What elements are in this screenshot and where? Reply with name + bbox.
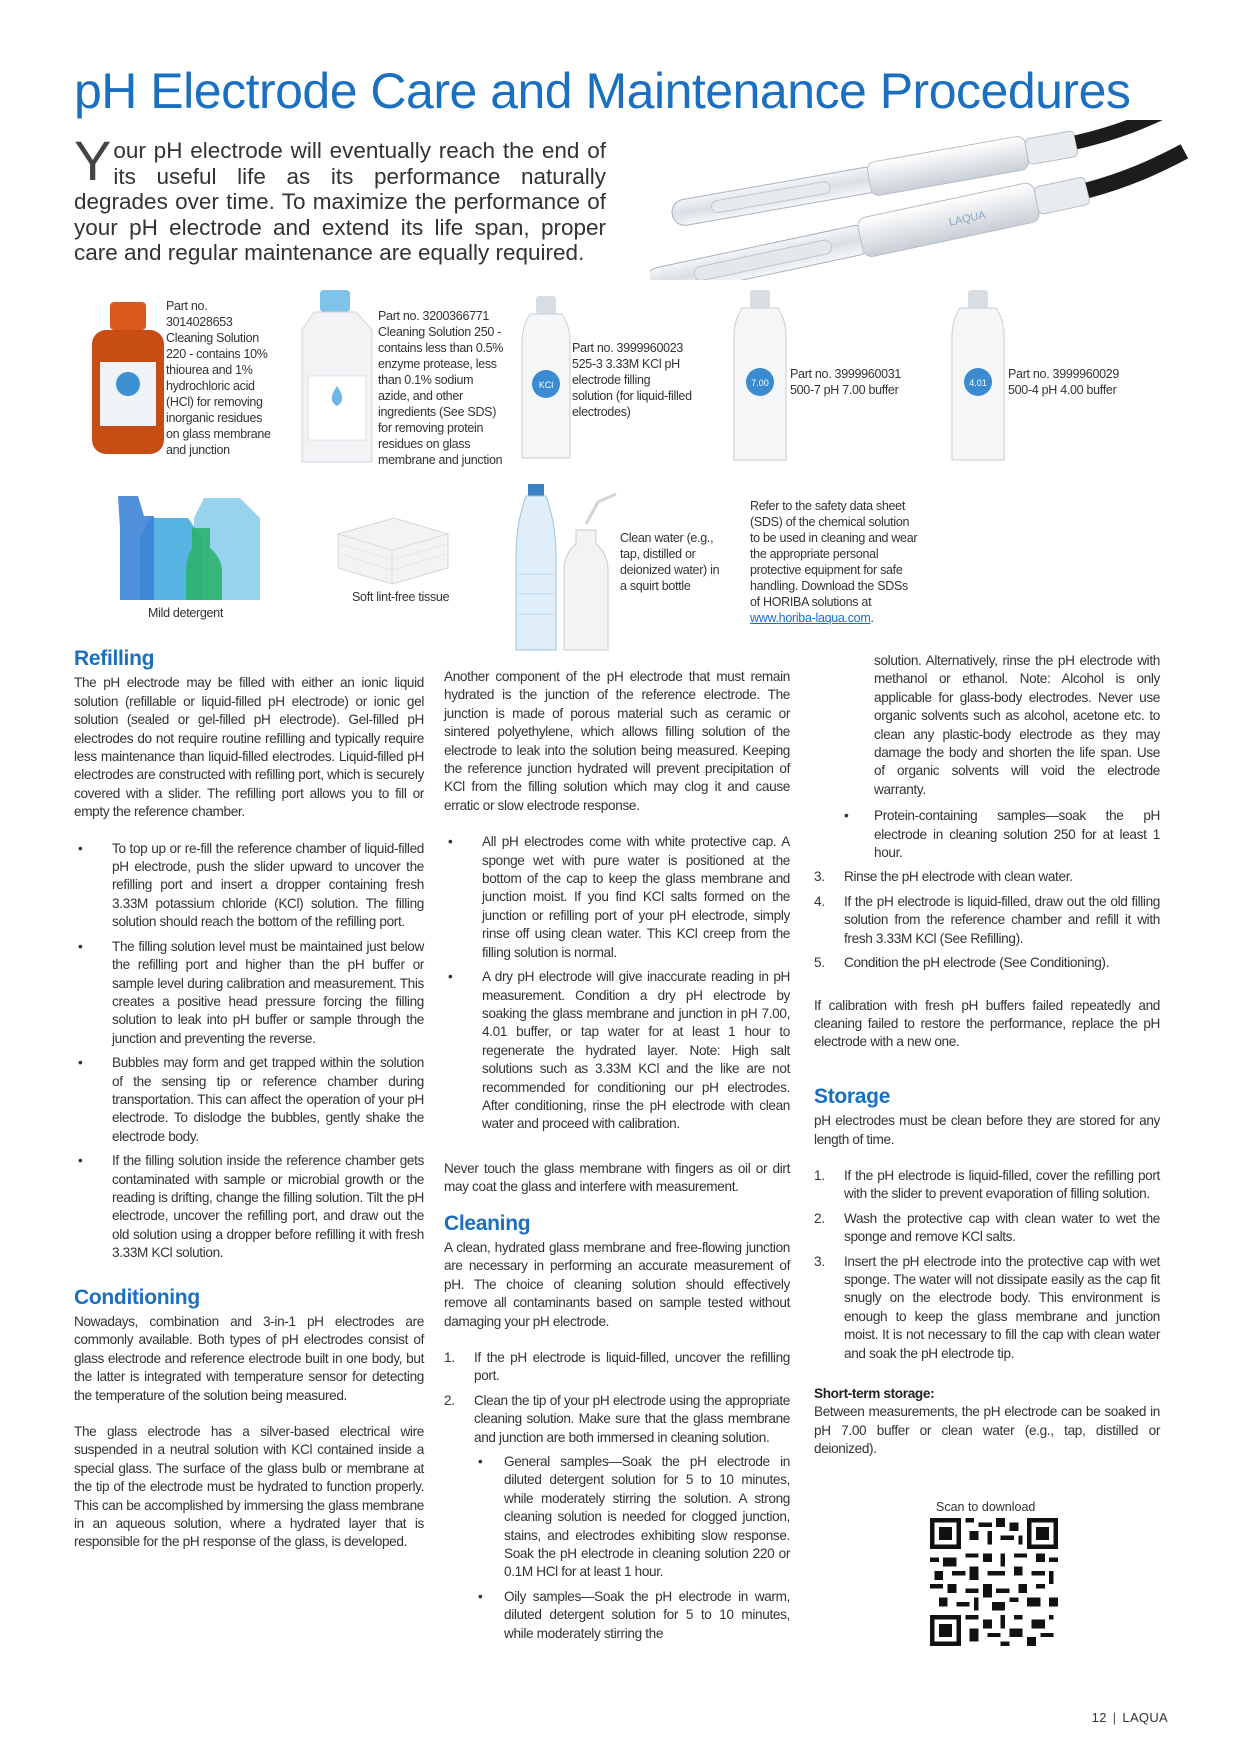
qr-code-icon[interactable] [930, 1518, 1058, 1646]
junction-paragraph: Another component of the pH electrode that must remain hydrated is the junction of the reference electrode. The junction is made of porous material such as ceramic or sintered polyethylene, which allows filling solution of the electrode to leak into the solution being measured. Keeping the reference junction hydrated will prevent precipitation of KCl from the filling solution which may clog it and cause erratic or slow electrode response. [444, 669, 790, 813]
page-number: 12 [1091, 1710, 1107, 1725]
page-title: pH Electrode Care and Maintenance Procedures [74, 63, 1131, 119]
storage-steps [814, 1167, 1160, 1363]
list-item: 2. Wash the protective cap with clean water to wet the sponge and remove KCl salts. [814, 1210, 1160, 1245]
cleaning-solution-250-bottle [298, 290, 376, 468]
heading-cleaning: Cleaning [444, 1211, 531, 1235]
caption-cleaning-220: Part no. 3014028653 Cleaning Solution 220 - contains 10% thiourea and 1% hydrochloric acid (HCl) for removing inorganic residues on glass membrane and junction [166, 299, 271, 457]
intro-paragraph [74, 129, 606, 266]
safety-note: Refer to the safety data sheet (SDS) of the chemical solution to be used in cleaning and wear the appropriate personal protective equipment for safe handling. Download the SDSs of HORIBA solutions at www.horiba-laqua.com. [750, 499, 918, 625]
list-item: • The filling solution level must be maintained just below the refilling port and higher than the pH buffer or sample level during calibration and measurement. This creates a positive head pressure forcing the filling solution to leak into pH buffer or sample through the junction and preventing the reverse. [78, 938, 424, 1046]
cleaning-steps-cont [814, 868, 1160, 972]
list-item: • Protein-containing samples—soak the pH electrode in cleaning solution 250 for at least 1 hour. [844, 808, 1160, 861]
list-item: 5. Condition the pH electrode (See Conditioning). [814, 955, 1110, 971]
column-middle [444, 668, 790, 1657]
list-item: 2. Clean the tip of your pH electrode using the appropriate cleaning solution. Make sure that the glass membrane and junction are both immersed in cleaning solution. • General samples—Soak the pH electrode in diluted detergent solution for 5 to 10 minutes, while moderately stirring the solution. A strong cleaning solution is needed for clogged junction, stains, and electrodes exhibiting slow response. Soak the pH electrode in cleaning solution 220 or 0.1M HCl for at least 1 hour. • Oily samples—Soak the pH electrode in warm, diluted detergent solution for 5 to 10 minutes, while moderately stirring the [444, 1392, 790, 1643]
replace-paragraph: If calibration with fresh pH buffers failed repeatedly and cleaning failed to restore the performance, replace the pH electrode with a new one. [814, 997, 1160, 1050]
list-item: 1. If the pH electrode is liquid-filled, uncover the refilling port. [444, 1350, 790, 1384]
refilling-list [74, 840, 424, 1263]
caption-water: Clean water (e.g., tap, distilled or deionized water) in a squirt bottle [620, 531, 720, 593]
cleaning-solution-220-bottle [88, 300, 168, 458]
protein-list [814, 807, 1160, 862]
list-item: • General samples—Soak the pH electrode in diluted detergent solution for 5 to 10 minutes, while moderately stirring the solution. A strong cleaning solution is needed for clogged junction, stains, and electrodes exhibiting slow response. Soak the pH electrode in cleaning solution 220 or 0.1M HCl for at least 1 hour. [478, 1454, 790, 1580]
column-right [814, 652, 1160, 1459]
list-item: • A dry pH electrode will give inaccurate reading in pH measurement. Condition a dry pH electrode by soaking the glass membrane and junction in pH 7.00, 4.01 buffer, or tap water for at least 1 hour to regenerate the hydrated layer. Note: High salt solutions such as 3.33M KCl and the like are not recommended for conditioning our pH electrodes. After conditioning, rinse the pH electrode with clean water and proceed with calibration. [448, 969, 790, 1132]
squirt-bottle-image [512, 484, 618, 654]
sds-link[interactable]: www.horiba-laqua.com [750, 611, 871, 625]
footer-brand: LAQUA [1122, 1710, 1168, 1725]
cleaning-continued: solution. Alternatively, rinse the pH electrode with methanol or ethanol. Note: Alcohol is only applicable for glass-body electrodes. Never use organic solvents such as alcohol, acetone etc. to clean any plastic-body electrode as they may damage the body and shorten the life span. Use of organic solvents will void the electrode warranty. [874, 653, 1160, 797]
conditioning-paragraph-2: The glass electrode has a silver-based electrical wire suspended in a neutral solution with KCl contained inside a special glass. The surface of the glass bulb or membrane at the tip of the electrode must be hydrated to function properly. This can be accomplished by immersing the glass membrane in an aqueous solution, where a hydrated layer that is responsible for the pH response of the glass, is developed. [74, 1424, 424, 1550]
list-item: • Oily samples—Soak the pH electrode in warm, diluted detergent solution for 5 to 10 minutes, while moderately stirring the [478, 1588, 790, 1641]
list-item: 3. Rinse the pH electrode with clean water. [814, 869, 1073, 885]
list-item: • If the filling solution inside the reference chamber gets contaminated with sample or microbial growth or the reading is drifting, change the filling solution. Tilt the pH electrode, uncover the refilling port, and draw out the old solution using a dropper before refilling it with fresh 3.33M KCl solution. [78, 1153, 424, 1261]
cleaning-sublist [474, 1453, 790, 1643]
heading-conditioning: Conditioning [74, 1285, 200, 1309]
storage-paragraph: pH electrodes must be clean before they are stored for any length of time. [814, 1113, 1160, 1147]
touch-warning: Never touch the glass membrane with fingers as oil or dirt may coat the glass and interfere with measurement. [444, 1160, 790, 1195]
cleaning-steps [444, 1349, 790, 1643]
conditioning-paragraph-1: Nowadays, combination and 3-in-1 pH electrodes are commonly available. Both types of pH electrodes consist of glass electrode and reference electrode built in one body, but the latter is integrated with temperature sensor for detecting the temperature of the solution being measured. [74, 1314, 424, 1403]
short-term-text: Between measurements, the pH electrode can be soaked in pH 7.00 buffer or clean water (e.g., tap, distilled or deionized). [814, 1404, 1160, 1457]
list-item: 3. Insert the pH electrode into the protective cap with wet sponge. The water will not dissipate easily as the cap fit snugly on the electrode body. This environment is enough to keep the glass membrane and junction moist. It is not necessary to fill the cap with clean water and soak the pH electrode tip. [814, 1253, 1160, 1361]
cleaning-paragraph: A clean, hydrated glass membrane and free-flowing junction are necessary in performing an accurate measurement of pH. The choice of cleaning solution should effectively remove all contaminants based on sample tested without damaging your pH electrode. [444, 1239, 790, 1329]
svg-text:4.01: 4.01 [969, 378, 987, 388]
page-footer: 12 | LAQUA [1091, 1710, 1168, 1725]
list-item: • Bubbles may form and get trapped within the solution of the sensing tip or reference chamber during transportation. This can affect the operation of your pH electrode. To dislodge the bubbles, gently shake the electrode body. [78, 1055, 424, 1144]
short-term-heading: Short-term storage: [814, 1386, 935, 1401]
mild-detergent-image [110, 488, 270, 606]
ph-4-buffer-bottle [948, 290, 1008, 466]
caption-kcl: Part no. 3999960023 525-3 3.33M KCl pH electrode filling solution (for liquid-filled electrodes) [572, 341, 692, 419]
heading-refilling: Refilling [74, 647, 155, 670]
caption-tissue: Soft lint-free tissue [352, 590, 450, 604]
intro-text: our pH electrode will eventually reach the end of its useful life as its performance naturally degrades over time. To maximize the performance of your pH electrode and extend its life span, proper care and regular maintenance are equally required. [74, 138, 606, 265]
column-left [74, 647, 424, 1570]
heading-storage: Storage [814, 1084, 891, 1108]
caption-ph7: Part no. 3999960031 500-7 pH 7.00 buffer [790, 367, 902, 397]
kcl-filling-solution-bottle [518, 296, 574, 464]
list-item: 1. If the pH electrode is liquid-filled, cover the refilling port with the slider to prevent evaporation of filling solution. [814, 1167, 1160, 1202]
caption-ph4: Part no. 3999960029 500-4 pH 4.00 buffer [1008, 367, 1120, 397]
refilling-paragraph: The pH electrode may be filled with either an ionic liquid solution (refillable or liquid-filled pH electrode) or ionic gel solution (sealed or gel-filled pH electrode). Gel-filled pH electrodes do not require routine refilling and typically require less maintenance than liquid-filled electrodes. Liquid-filled pH electrodes are constructed with refilling port, which is securely covered with a slider. The refilling port allows you to fill or empty the reference chamber. [74, 675, 424, 820]
drop-cap: Y [74, 129, 112, 192]
hydration-list [444, 833, 790, 1134]
caption-detergent: Mild detergent [148, 606, 224, 620]
list-item: 4. If the pH electrode is liquid-filled, draw out the old filling solution from the reference chamber and refill it with fresh 3.33M KCl (See Refilling). [814, 893, 1160, 946]
svg-text:LAQUA: LAQUA [947, 209, 987, 229]
list-item: • All pH electrodes come with white protective cap. A sponge wet with pure water is positioned at the bottom of the cap to keep the glass membrane and junction moist. If you find KCl salts formed on the junction or refilling port of your pH electrode, simply rinse off using clean water. This KCl creep from the filling solution is normal. [448, 834, 790, 960]
caption-cleaning-250: Part no. 3200366771 Cleaning Solution 250 - contains less than 0.5% enzyme protease, less than 0.1% sodium azide, and other ingredients (See SDS) for removing protein residues on glass membrane and junction [378, 309, 504, 467]
ph-electrodes-image [650, 120, 1190, 280]
ph-7-buffer-bottle [730, 290, 790, 466]
svg-text:KCl: KCl [538, 380, 554, 390]
lint-free-tissue-image [334, 514, 452, 588]
svg-text:7.00: 7.00 [751, 378, 769, 388]
list-item: • To top up or re-fill the reference chamber of liquid-filled pH electrode, push the slider upward to uncover the refilling port and insert a dropper containing fresh 3.33M potassium chloride (KCl) solution. The filling solution should reach the bottom of the refilling port. [78, 840, 424, 930]
qr-label: Scan to download [936, 1500, 1036, 1514]
